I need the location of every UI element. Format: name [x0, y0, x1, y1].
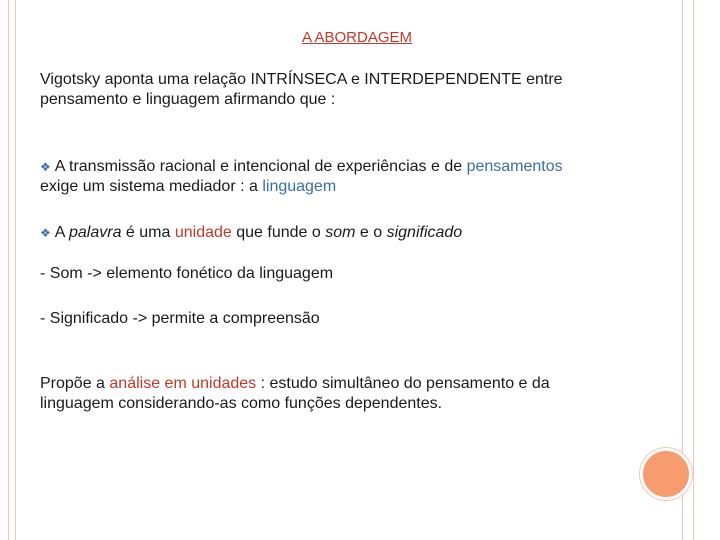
dash-line-significado: - Significado -> permite a compreensão [40, 310, 320, 327]
bullet2-text-c: que funde o [231, 224, 326, 241]
bullet-paragraph-1 [40, 157, 660, 197]
diamond-bullet-icon: ❖ [40, 160, 51, 174]
dash-line-som: - Som -> elemento fonético da linguagem [40, 265, 334, 282]
closing-line-2: linguagem considerando-as como funções dependentes. [40, 395, 443, 412]
closing-paragraph [40, 374, 660, 414]
closing-text-b: : estudo simultâneo do pensamento e da [256, 375, 550, 392]
italic-palavra: palavra [69, 224, 122, 241]
italic-som: som [325, 224, 356, 241]
bullet1-text-a: A transmissão racional e intencional de experiências e de [54, 158, 467, 175]
intro-line-1: Vigotsky aponta uma relação INTRÍNSECA e INTERDEPENDENTE entre [40, 71, 563, 88]
highlight-pensamentos: pensamentos [466, 158, 563, 175]
bullet2-text-a: A [54, 224, 69, 241]
bullet-paragraph-2 [40, 223, 660, 243]
diamond-bullet-icon: ❖ [40, 226, 51, 240]
intro-paragraph [40, 70, 660, 110]
bullet2-text-b: é uma [121, 224, 175, 241]
highlight-analise: análise em unidades [109, 375, 257, 392]
decorative-circle [640, 448, 692, 500]
bullet2-text-d: e o [355, 224, 387, 241]
highlight-unidade: unidade [174, 224, 232, 241]
slide-title: A ABORDAGEM [301, 29, 413, 46]
bullet1-text-b: exige um sistema mediador : a [40, 178, 263, 195]
highlight-linguagem: linguagem [262, 178, 337, 195]
left-frame-line [8, 0, 16, 540]
italic-significado: significado [386, 224, 463, 241]
closing-text-a: Propõe a [40, 375, 110, 392]
intro-line-2: pensamento e linguagem afirmando que : [40, 91, 336, 108]
